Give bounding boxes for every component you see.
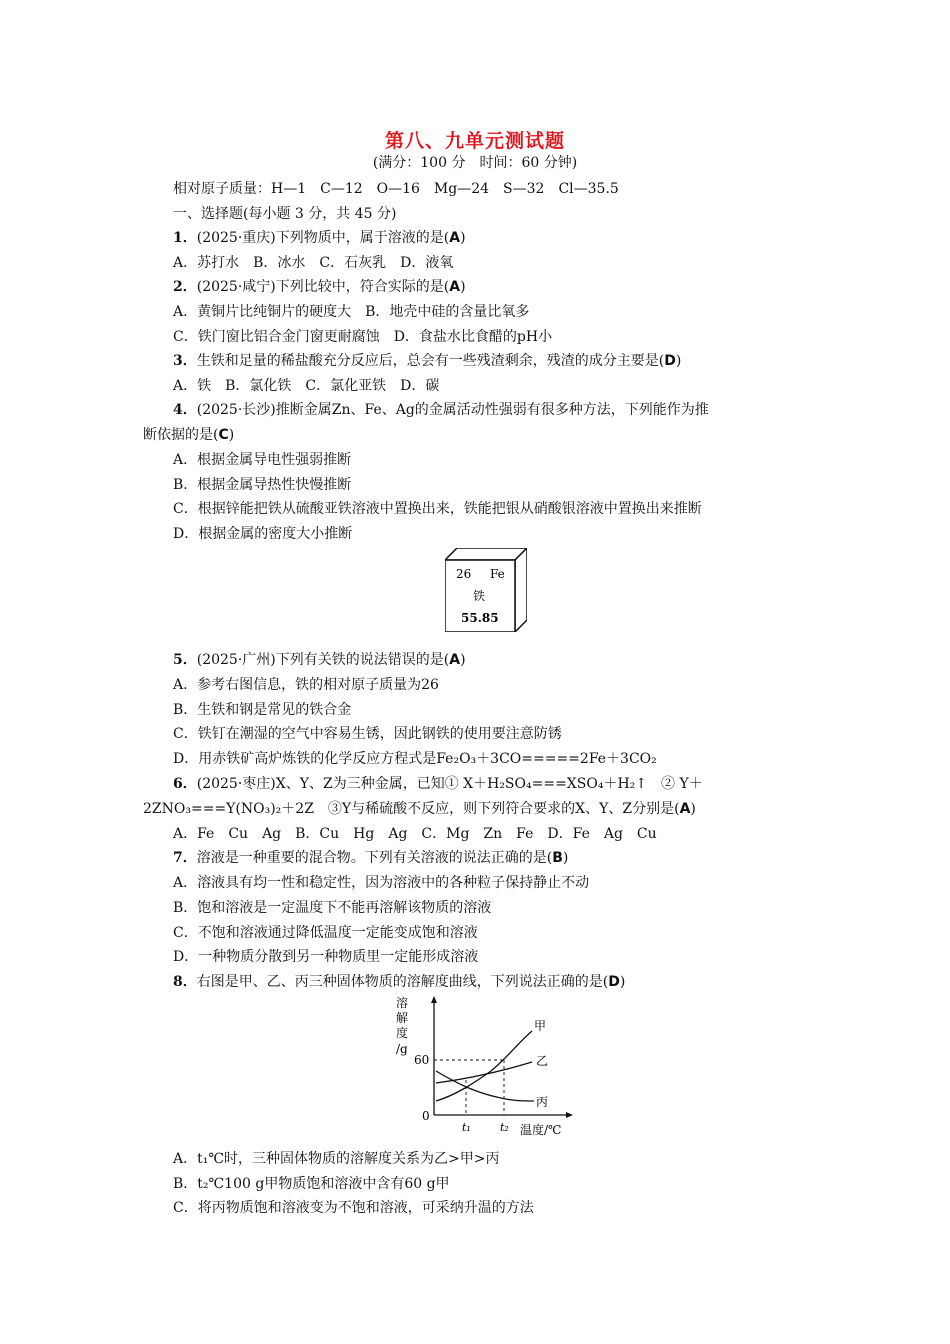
element-number: 26 [456, 567, 472, 581]
q1-close: ) [460, 230, 466, 246]
q2-answer: A [449, 279, 461, 295]
question-4-cont [143, 426, 234, 444]
q5-stem: (2025·广州)下列有关铁的说法错误的是( [196, 652, 450, 668]
q5-option-b: B．生铁和钢是常见的铁合金 [173, 702, 352, 718]
label-bing: 丙 [536, 1095, 549, 1109]
q1-stem: (2025·重庆)下列物质中，属于溶液的是( [196, 230, 450, 246]
q8-answer: D [608, 974, 620, 990]
q3-options: A．铁 B．氯化铁 C．氯化亚铁 D．碳 [173, 378, 440, 394]
element-name: 铁 [473, 589, 486, 603]
q4-number: 4． [173, 402, 197, 418]
section-heading: 一、选择题(每小题 3 分，共 45 分) [173, 206, 397, 222]
q6-stem-2: 2ZNO₃===Y(NO₃)₂＋2Z ③Y与稀硫酸不反应，则下列符合要求的X、Y、Z分别是( [143, 801, 680, 817]
q4-option-a: A．根据金属导电性强弱推断 [173, 452, 352, 468]
q2-number: 2． [173, 279, 197, 295]
element-symbol: Fe [490, 567, 505, 581]
q2-close: ) [460, 279, 466, 295]
q6-close: ) [690, 801, 696, 817]
q4-option-c: C．根据锌能把铁从硫酸亚铁溶液中置换出来，铁能把银从硝酸银溶液中置换出来推断 [173, 501, 702, 517]
page-subtitle: (满分：100 分 时间：60 分钟) [372, 155, 578, 171]
q4-stem-2: 断依据的是( [143, 427, 219, 443]
q4-close: ) [228, 427, 235, 443]
q8-option-a: A．t₁℃时，三种固体物质的溶解度关系为乙>甲>丙 [173, 1151, 500, 1167]
x-axis-arrow [566, 1112, 573, 1118]
q5-answer: A [449, 652, 461, 668]
q2-options-1: A．黄铜片比纯铜片的硬度大 B．地壳中硅的含量比氧多 [173, 304, 530, 320]
q3-number: 3． [173, 353, 197, 369]
question-4 [173, 401, 709, 419]
q6-number: 6． [173, 776, 197, 792]
q7-number: 7． [173, 850, 197, 866]
q7-option-b: B．饱和溶液是一定温度下不能再溶解该物质的溶液 [173, 900, 492, 916]
q2-stem: (2025·咸宁)下列比较中，符合实际的是( [196, 279, 450, 295]
x-tick-t2: t₂ [500, 1121, 509, 1134]
y-axis-label-1: 溶 [396, 996, 409, 1010]
q7-close: ) [562, 850, 569, 866]
question-2 [173, 278, 466, 296]
q4-option-d: D．根据金属的密度大小推断 [173, 526, 353, 542]
q5-option-a: A．参考右图信息，铁的相对原子质量为26 [173, 677, 439, 693]
q5-option-d: D．用赤铁矿高炉炼铁的化学反应方程式是Fe₂O₃＋3CO=====2Fe＋3CO₂ [173, 751, 657, 767]
question-8 [173, 973, 625, 991]
question-6-cont [143, 800, 696, 818]
iron-element-card [445, 548, 527, 632]
label-jia: 甲 [534, 1019, 547, 1033]
solubility-chart [396, 993, 576, 1143]
q5-number: 5． [173, 652, 197, 668]
q8-option-c: C．将丙物质饱和溶液变为不饱和溶液，可采纳升温的方法 [173, 1200, 534, 1216]
q6-stem: (2025·枣庄)X、Y、Z为三种金属，已知① X＋H₂SO₄===XSO₄＋H₂↑ ② Y＋ [196, 776, 703, 792]
q3-stem: 生铁和足量的稀盐酸充分反应后，总会有一些残渣剩余，残渣的成分主要是( [196, 353, 665, 369]
q8-close: ) [619, 974, 626, 990]
q4-stem: (2025·长沙)推断金属Zn、Fe、Ag的金属活动性强弱有很多种方法，下列能作为推 [196, 402, 709, 418]
q1-answer: A [449, 230, 461, 246]
q3-answer: D [664, 353, 676, 369]
y-tick-60: 60 [414, 1053, 430, 1067]
q7-option-d: D．一种物质分散到另一种物质里一定能形成溶液 [173, 949, 479, 965]
q5-option-c: C．铁钉在潮湿的空气中容易生锈，因此钢铁的使用要注意防锈 [173, 726, 562, 742]
question-5 [173, 651, 466, 669]
q7-answer: B [552, 850, 563, 866]
q7-option-c: C．不饱和溶液通过降低温度一定能变成饱和溶液 [173, 925, 478, 941]
question-6 [173, 775, 703, 793]
q6-options: A．Fe Cu Ag B．Cu Hg Ag C．Mg Zn Fe D．Fe Ag Cu [173, 826, 657, 842]
page-title: 第八、九单元测试题 [384, 130, 565, 152]
y-axis-arrow [431, 996, 437, 1003]
x-axis-label: 温度/℃ [520, 1123, 562, 1137]
element-mass: 55.85 [461, 611, 499, 625]
q1-options: A．苏打水 B．冰水 C．石灰乳 D．液氧 [173, 255, 454, 271]
origin-label: 0 [422, 1109, 430, 1123]
q6-answer: A [679, 801, 691, 817]
q4-answer: C [218, 427, 229, 443]
question-7 [173, 849, 568, 867]
atomic-masses: 相对原子质量：H—1 C—12 O—16 Mg—24 S—32 Cl—35.5 [173, 181, 619, 197]
label-yi: 乙 [536, 1054, 549, 1068]
q8-stem: 右图是甲、乙、丙三种固体物质的溶解度曲线，下列说法正确的是( [196, 974, 609, 990]
q8-option-b: B．t₂℃100 g甲物质饱和溶液中含有60 g甲 [173, 1176, 450, 1192]
x-tick-t1: t₁ [462, 1121, 471, 1134]
q1-number: 1． [173, 230, 197, 246]
y-axis-label-4: /g [396, 1042, 408, 1056]
q7-option-a: A．溶液具有均一性和稳定性，因为溶液中的各种粒子保持静止不动 [173, 875, 590, 891]
y-axis-label-3: 度 [396, 1026, 409, 1040]
q2-options-2: C．铁门窗比铝合金门窗更耐腐蚀 D．食盐水比食醋的pH小 [173, 329, 553, 345]
question-1 [173, 229, 466, 247]
question-3 [173, 352, 681, 370]
q7-stem: 溶液是一种重要的混合物。下列有关溶液的说法正确的是( [196, 850, 553, 866]
q4-option-b: B．根据金属导热性快慢推断 [173, 477, 352, 493]
q8-number: 8． [173, 974, 197, 990]
y-axis-label-2: 解 [396, 1011, 409, 1025]
q5-close: ) [460, 652, 466, 668]
q3-close: ) [675, 353, 682, 369]
